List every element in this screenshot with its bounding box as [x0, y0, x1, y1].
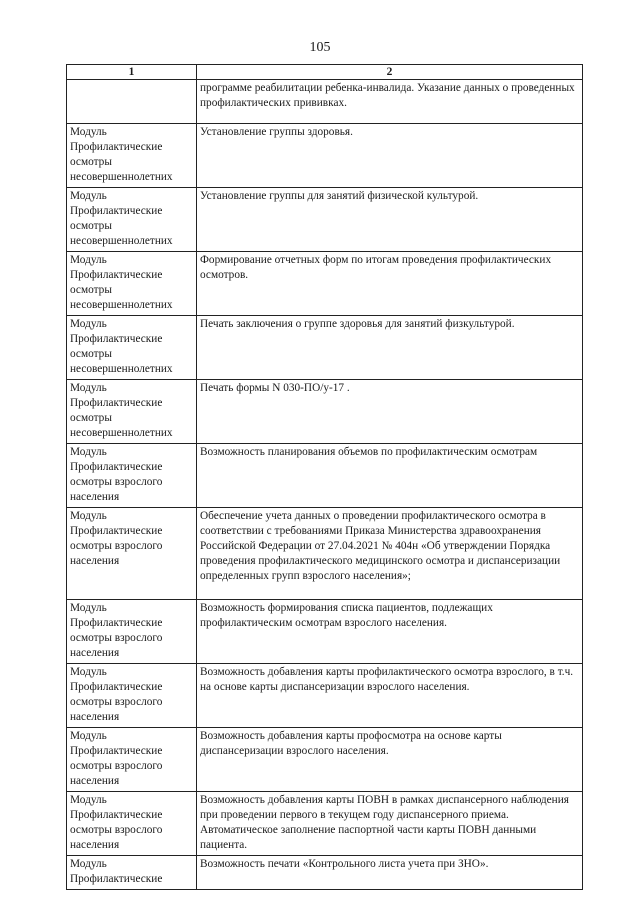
module-cell: Модуль Профилактические осмотры несовершеннолетних — [67, 188, 197, 252]
table-row — [67, 188, 583, 252]
description-cell: Возможность добавления карты профилактического осмотра взрослого, в т.ч. на основе карты диспансеризации взрослого населения. — [197, 664, 583, 728]
page-number: 105 — [309, 40, 331, 55]
module-cell: Модуль Профилактические — [67, 856, 197, 890]
module-cell: Модуль Профилактические осмотры несовершеннолетних — [67, 380, 197, 444]
column-header-1: 1 — [67, 65, 197, 80]
description-cell: Установление группы для занятий физической культурой. — [197, 188, 583, 252]
description-cell: Возможность печати «Контрольного листа учета при ЗНО». — [197, 856, 583, 890]
module-cell: Модуль Профилактические осмотры несовершеннолетних — [67, 252, 197, 316]
description-cell: Возможность добавления карты ПОВН в рамках диспансерного наблюдения при проведении первого в текущем году диспансерного приема. Автоматическое заполнение паспортной части карты ПОВН данными пациента. — [197, 792, 583, 856]
table-row — [67, 252, 583, 316]
description-cell: программе реабилитации ребенка-инвалида. Указание данных о проведенных профилактических прививках. — [197, 80, 583, 124]
module-cell: Модуль Профилактические осмотры несовершеннолетних — [67, 124, 197, 188]
module-cell: Модуль Профилактические осмотры взрослого населения — [67, 664, 197, 728]
table-row — [67, 600, 583, 664]
description-cell: Возможность планирования объемов по профилактическим осмотрам — [197, 444, 583, 508]
table-row — [67, 316, 583, 380]
description-cell: Печать заключения о группе здоровья для занятий физкультурой. — [197, 316, 583, 380]
module-cell: Модуль Профилактические осмотры несовершеннолетних — [67, 316, 197, 380]
table-row — [67, 856, 583, 890]
table-row — [67, 124, 583, 188]
module-cell: Модуль Профилактические осмотры взрослого населения — [67, 792, 197, 856]
description-cell: Возможность добавления карты профосмотра на основе карты диспансеризации взрослого населения. — [197, 728, 583, 792]
description-cell: Возможность формирования списка пациентов, подлежащих профилактическим осмотрам взрослого населения. — [197, 600, 583, 664]
table-row — [67, 80, 583, 124]
requirements-table — [66, 64, 583, 890]
description-cell: Формирование отчетных форм по итогам проведения профилактических осмотров. — [197, 252, 583, 316]
table-row — [67, 444, 583, 508]
table-row — [67, 380, 583, 444]
module-cell — [67, 80, 197, 124]
table-row — [67, 792, 583, 856]
table-header-row — [67, 65, 583, 80]
module-cell: Модуль Профилактические осмотры взрослого населения — [67, 600, 197, 664]
module-cell: Модуль Профилактические осмотры взрослого населения — [67, 508, 197, 600]
table-row — [67, 728, 583, 792]
table-row — [67, 664, 583, 728]
column-header-2: 2 — [197, 65, 583, 80]
description-cell: Установление группы здоровья. — [197, 124, 583, 188]
description-cell: Печать формы N 030-ПО/у-17 . — [197, 380, 583, 444]
table-row — [67, 508, 583, 600]
module-cell: Модуль Профилактические осмотры взрослого населения — [67, 444, 197, 508]
module-cell: Модуль Профилактические осмотры взрослого населения — [67, 728, 197, 792]
description-cell: Обеспечение учета данных о проведении профилактического осмотра в соответствии с требованиями Приказа Министерства здравоохранения Российской Федерации от 27.04.2021 № 404н «Об утверждении Порядка проведения профилактического медицинского осмотра и диспансеризации определенных групп взрослого населения»; — [197, 508, 583, 600]
